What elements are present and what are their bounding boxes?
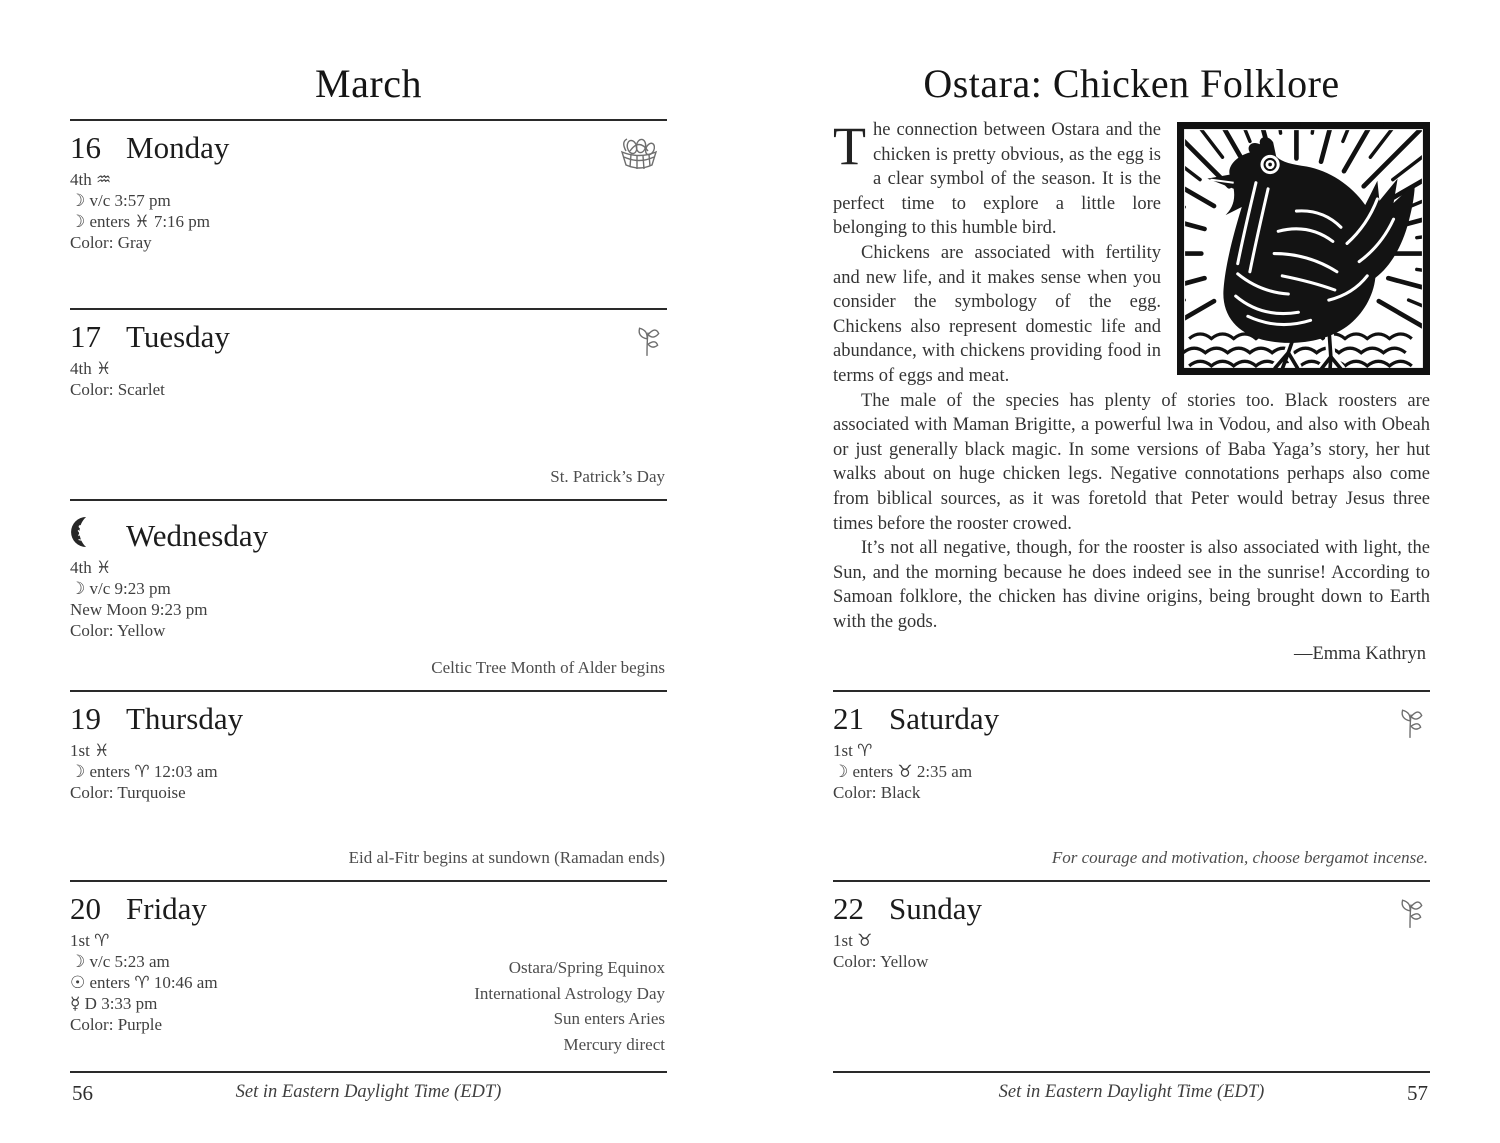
day-head — [70, 692, 667, 737]
day-number: 21 — [833, 701, 864, 736]
day-number: 20 — [70, 891, 101, 926]
day-details — [70, 358, 667, 400]
day-head — [70, 501, 667, 554]
day-holidays — [349, 845, 665, 871]
day-details — [833, 930, 1430, 972]
day-block-sunday — [833, 880, 1430, 1071]
day-line: ☽ v/c 5:23 am — [70, 952, 170, 972]
holiday: Celtic Tree Month of Alder begins — [431, 657, 665, 677]
day-line: 1st ♈ — [70, 931, 110, 950]
day-number: 16 — [70, 130, 101, 165]
day-head — [70, 310, 667, 355]
sprig-icon — [1396, 706, 1424, 740]
day-name: Wednesday — [126, 518, 269, 553]
holiday: Ostara/Spring Equinox — [508, 958, 665, 977]
day-line: ☽ enters ♈ 12:03 am — [70, 762, 218, 782]
day-head — [833, 882, 1430, 927]
left-page — [70, 0, 667, 1143]
day-line: ☉ enters ♈ 10:46 am — [70, 973, 218, 993]
month-title: March — [315, 61, 422, 106]
holiday: Sun enters Aries — [553, 1009, 665, 1028]
day-line: Color: Scarlet — [70, 380, 165, 400]
day-name: Tuesday — [126, 319, 230, 354]
holiday: International Astrology Day — [474, 983, 665, 1003]
day-head — [70, 882, 667, 927]
day-number: 17 — [70, 319, 101, 354]
day-line: 1st ♉ — [833, 931, 873, 950]
day-name: Friday — [126, 891, 207, 926]
day-number: 19 — [70, 701, 101, 736]
day-block-thursday — [70, 690, 667, 880]
day-head — [833, 692, 1430, 737]
day-line: Color: Gray — [70, 233, 152, 253]
day-line: 1st ♓ — [70, 741, 110, 760]
day-holidays — [474, 955, 665, 1057]
day-line: Color: Purple — [70, 1015, 163, 1035]
holiday: St. Patrick’s Day — [550, 466, 665, 486]
day-block-tuesday — [70, 308, 667, 499]
day-block-wednesday — [70, 499, 667, 690]
incense-tip: For courage and motivation, choose bergamot incense. — [1051, 847, 1428, 867]
day-name: Thursday — [126, 701, 244, 736]
day-line: ☽ enters ♓ 7:16 pm — [70, 212, 211, 232]
article-body — [833, 118, 1430, 667]
day-tip — [1052, 845, 1428, 871]
timezone-note: Set in Eastern Daylight Time (EDT) — [235, 1082, 502, 1102]
day-line: Color: Yellow — [833, 952, 929, 972]
sprig-icon — [1396, 896, 1424, 930]
day-line: ☽ v/c 9:23 pm — [70, 579, 171, 599]
day-number: 22 — [833, 891, 864, 926]
right-page — [833, 0, 1430, 1143]
day-name: Sunday — [889, 891, 982, 926]
holiday: Mercury direct — [563, 1034, 665, 1054]
day-line: ☽ enters ♉ 2:35 am — [833, 762, 973, 782]
day-line: Color: Turquoise — [70, 783, 186, 803]
day-block-saturday — [833, 690, 1430, 880]
article-paragraph-2: Chickens are associated with fertility and new life, and it makes sense when you consider the symbology of the egg. Chickens also represent domestic life and abundance, with chickens providing food in terms of eggs and meat. — [833, 242, 1161, 386]
drop-cap: T — [833, 116, 866, 176]
day-details — [70, 740, 667, 803]
article-title: Ostara: Chicken Folklore — [923, 61, 1340, 106]
day-line: New Moon 9:23 pm — [70, 600, 208, 620]
timezone-note: Set in Eastern Daylight Time (EDT) — [998, 1082, 1265, 1102]
hen-woodcut-illustration — [1177, 122, 1430, 375]
right-page-footer — [833, 1071, 1430, 1105]
day-line: ☽ v/c 3:57 pm — [70, 191, 171, 211]
day-line: Color: Yellow — [70, 621, 166, 641]
day-line: 4th ♓ — [70, 558, 112, 577]
page-number: 56 — [72, 1081, 93, 1105]
day-details — [833, 740, 1430, 803]
day-line: ☿ D 3:33 pm — [70, 994, 158, 1014]
new-moon-face-icon — [70, 514, 108, 550]
page-number: 57 — [1407, 1081, 1428, 1105]
article-paragraph-1: The connection between Ostara and the chicken is pretty obvious, as the egg is a clear symbol of the season. It is the perfect time to explore a little lore belonging to this humble bird. — [833, 116, 1161, 239]
sprig-icon — [633, 324, 661, 358]
day-head — [70, 121, 667, 166]
day-name: Monday — [126, 130, 230, 165]
day-block-friday — [70, 880, 667, 1071]
day-block-monday — [70, 119, 667, 308]
day-name: Saturday — [889, 701, 1000, 736]
article-paragraph-3: The male of the species has plenty of stories too. Black roosters are associated with Maman Brigitte, a powerful lwa in Vodou, and also with Obeah or just generally black magic. In some versions of Baba Yaga’s story, her hut walks about on huge chicken legs. Negative connotations perhaps also come from biblical sources, as it was foretold that Peter would betray Jesus three times before the rooster crowed. — [833, 390, 1430, 534]
left-page-footer — [70, 1071, 667, 1105]
day-line: 4th ♓ — [70, 359, 112, 378]
article-byline: —Emma Kathryn — [1293, 644, 1426, 665]
article-paragraph-4: It’s not all negative, though, for the rooster is also associated with light, the Sun, and the morning because he does indeed see in the sunrise! According to Samoan folklore, the chicken has divine origins, being brought down to Earth with the gods. — [833, 538, 1430, 632]
day-holidays — [550, 464, 665, 490]
holiday: Eid al-Fitr begins at sundown (Ramadan ends) — [348, 847, 665, 867]
day-holidays — [431, 655, 665, 681]
day-details — [70, 557, 667, 641]
day-line: Color: Black — [833, 783, 921, 803]
day-details — [70, 169, 667, 253]
egg-basket-icon — [617, 135, 661, 175]
day-line: 4th ♒ — [70, 170, 112, 189]
day-line: 1st ♈ — [833, 741, 873, 760]
